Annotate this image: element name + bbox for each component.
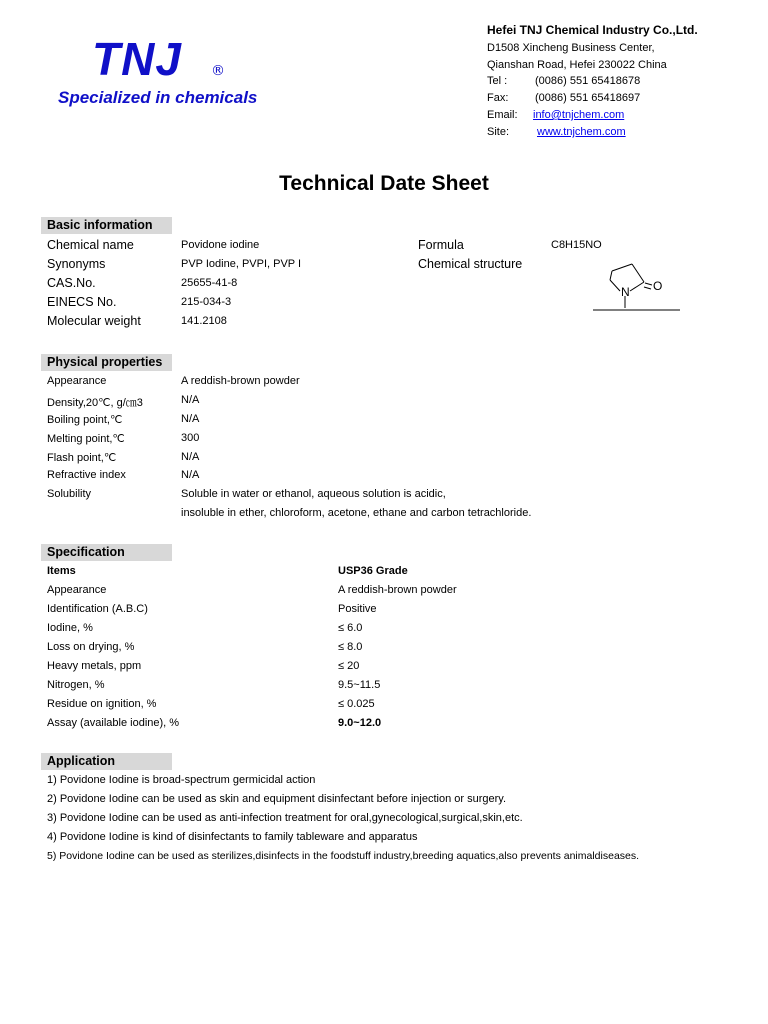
section-header-application: Application <box>41 753 172 770</box>
chemical-structure-image <box>590 258 685 314</box>
application-item: 2) Povidone Iodine can be used as skin and equipment disinfectant before injection or surgery. <box>47 793 507 805</box>
physical-label: Appearance <box>47 375 107 387</box>
spec-label: Identification (A.B.C) <box>47 603 148 615</box>
company-name: Hefei TNJ Chemical Industry Co.,Ltd. <box>487 23 698 37</box>
address-line-2: Qianshan Road, Hefei 230022 China <box>487 59 667 71</box>
spec-column-items: Items <box>47 565 76 577</box>
physical-label: Flash point,℃ <box>47 452 117 464</box>
spec-value: A reddish-brown powder <box>338 584 457 596</box>
spec-column-grade: USP36 Grade <box>338 565 408 577</box>
spec-label: Assay (available iodine), % <box>47 717 180 729</box>
structure-atom-o: O <box>653 279 663 293</box>
company-logo: TNJ <box>92 33 182 85</box>
basic-value-molecular-weight: 141.2108 <box>181 315 227 327</box>
structure-atom-n: N <box>621 285 630 299</box>
registered-mark: ® <box>211 63 225 79</box>
physical-value: N/A <box>181 451 200 463</box>
spec-label: Loss on drying, % <box>47 641 135 653</box>
basic-value-einecs: 215-034-3 <box>181 296 232 308</box>
page-title: Technical Date Sheet <box>279 172 489 195</box>
structure-bond <box>645 283 652 285</box>
site-link[interactable]: www.tnjchem.com <box>537 126 626 138</box>
spec-value: Positive <box>338 603 377 615</box>
physical-value: A reddish-brown powder <box>181 375 300 387</box>
physical-value-solubility-cont: insoluble in ether, chloroform, acetone, ethane and carbon tetrachloride. <box>181 507 532 519</box>
spec-value: 9.5~11.5 <box>338 679 381 691</box>
physical-value: N/A <box>181 413 200 425</box>
physical-value: N/A <box>181 394 200 406</box>
section-header-specification: Specification <box>41 544 172 561</box>
spec-label: Iodine, % <box>47 622 93 634</box>
structure-bond <box>612 264 632 271</box>
spec-label: Heavy metals, ppm <box>47 660 142 672</box>
section-header-basic: Basic information <box>41 217 172 234</box>
basic-label-synonyms: Synonyms <box>47 257 106 271</box>
physical-value: 300 <box>181 432 200 444</box>
basic-value-synonyms: PVP Iodine, PVPI, PVP I <box>181 258 302 270</box>
structure-label: Chemical structure <box>418 257 523 271</box>
spec-value: ≤ 6.0 <box>338 622 363 634</box>
physical-label: Melting point,℃ <box>47 433 125 445</box>
spec-value: ≤ 20 <box>338 660 360 672</box>
application-item: 3) Povidone Iodine can be used as anti-infection treatment for oral,gynecological,surgical,skin,etc. <box>47 812 523 824</box>
structure-bond <box>610 280 620 291</box>
structure-bond <box>630 282 644 291</box>
physical-value: N/A <box>181 469 200 481</box>
application-item: 4) Povidone Iodine is kind of disinfectants to family tableware and apparatus <box>47 831 418 843</box>
physical-value: Soluble in water or ethanol, aqueous solution is acidic, <box>181 488 446 500</box>
basic-label-cas: CAS.No. <box>47 276 96 290</box>
structure-bond <box>644 287 651 289</box>
fax-value: (0086) 551 65418697 <box>535 92 641 104</box>
physical-label: Density,20℃, g/㎝3 <box>47 397 143 409</box>
formula-value: C8H15NO <box>551 239 602 251</box>
address-line-1: D1508 Xincheng Business Center, <box>487 42 655 54</box>
tel-value: (0086) 551 65418678 <box>535 75 641 87</box>
basic-value-cas: 25655-41-8 <box>181 277 238 289</box>
application-item: 5) Povidone Iodine can be used as sterilizes,disinfects in the foodstuff industry,breeding aquatics,also prevents animaldiseases. <box>47 850 640 862</box>
spec-label: Nitrogen, % <box>47 679 105 691</box>
basic-label-molecular-weight: Molecular weight <box>47 314 141 328</box>
formula-label: Formula <box>418 238 464 252</box>
spec-value: 9.0~12.0 <box>338 717 382 729</box>
spec-label: Residue on ignition, % <box>47 698 157 710</box>
section-header-physical: Physical properties <box>41 354 172 371</box>
fax-label: Fax: <box>487 92 509 104</box>
basic-label-chemical-name: Chemical name <box>47 238 134 252</box>
physical-label: Solubility <box>47 488 92 500</box>
tagline: Specialized in chemicals <box>58 88 258 107</box>
structure-bond <box>610 271 612 280</box>
structure-bond <box>632 264 644 282</box>
spec-label: Appearance <box>47 584 107 596</box>
application-item: 1) Povidone Iodine is broad-spectrum germicidal action <box>47 774 316 786</box>
physical-label: Boiling point,℃ <box>47 414 123 426</box>
physical-label: Refractive index <box>47 469 126 481</box>
basic-value-chemical-name: Povidone iodine <box>181 239 260 251</box>
basic-label-einecs: EINECS No. <box>47 295 117 309</box>
email-label: Email: <box>487 109 518 121</box>
tel-label: Tel : <box>487 75 508 87</box>
spec-value: ≤ 0.025 <box>338 698 375 710</box>
spec-value: ≤ 8.0 <box>338 641 363 653</box>
site-label: Site: <box>487 126 510 138</box>
email-link[interactable]: info@tnjchem.com <box>533 109 625 121</box>
